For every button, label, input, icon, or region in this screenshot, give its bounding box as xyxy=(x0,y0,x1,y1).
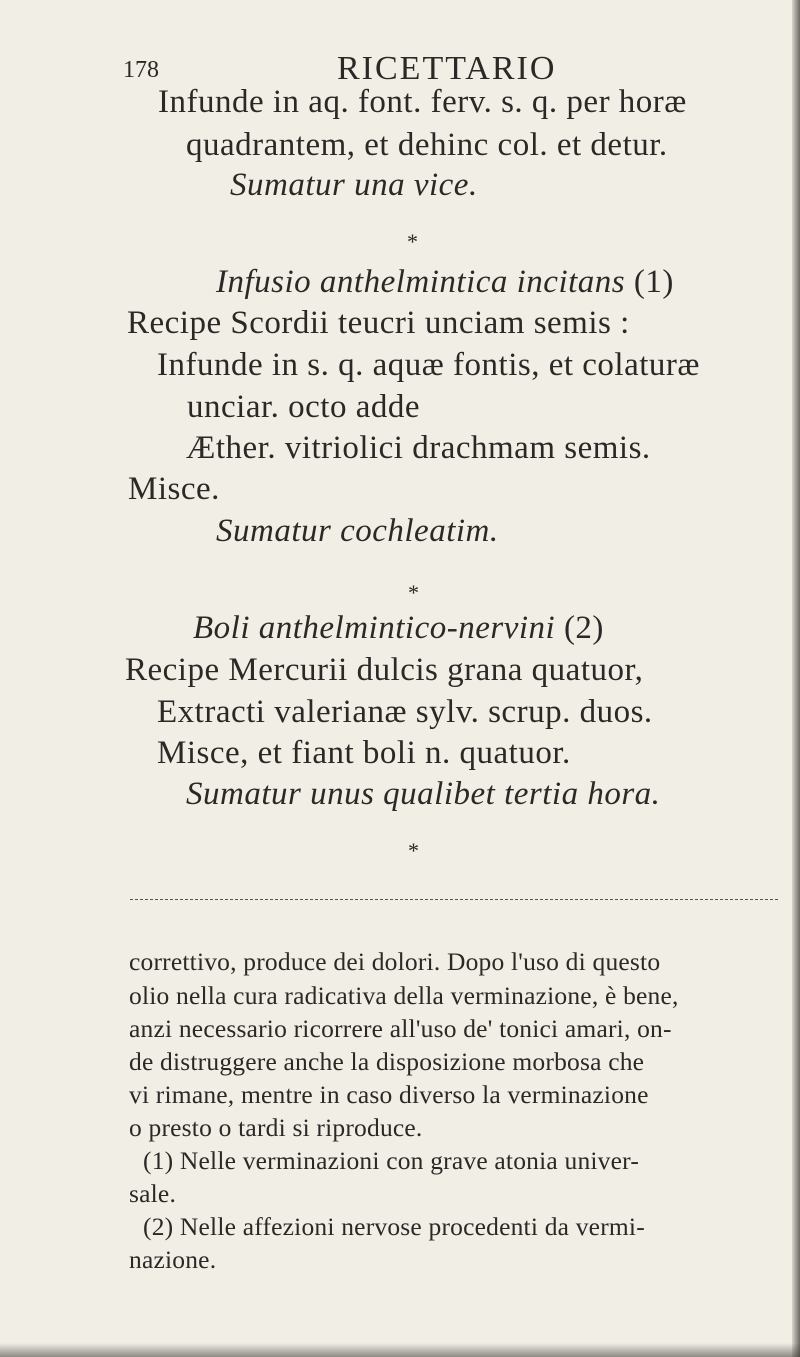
footnote-1-line-1: (1) Nelle verminazioni con grave atonia univer- xyxy=(143,1146,640,1175)
separator-asterisk-2: * xyxy=(408,580,419,605)
footnote-rule xyxy=(130,899,778,900)
page-bottom-shadow xyxy=(0,1343,800,1357)
recipe1-line-1: Infunde in aq. font. ferv. s. q. per horæ xyxy=(158,84,687,120)
recipe2-title: Infusio anthelmintica incitans xyxy=(216,264,626,300)
separator-asterisk-3: * xyxy=(408,838,419,863)
recipe3-line-2: Extracti valerianæ sylv. scrup. duos. xyxy=(157,694,653,730)
footnote-continuation-line-1: correttivo, produce dei dolori. Dopo l'uso di questo xyxy=(129,947,661,976)
running-title: RICETTARIO xyxy=(337,50,557,87)
page-number: 178 xyxy=(123,57,159,83)
separator-asterisk-1: * xyxy=(407,229,418,254)
recipe2-line-1: Recipe Scordii teucri unciam semis : xyxy=(127,305,630,341)
recipe3-title: Boli anthelmintico-nervini xyxy=(193,610,556,646)
footnote-continuation-line-5: vi rimane, mentre in caso diverso la verminazione xyxy=(129,1080,649,1109)
recipe2-dosage: Sumatur cochleatim. xyxy=(216,513,499,549)
recipe3-line-3: Misce, et fiant boli n. quatuor. xyxy=(157,735,571,771)
footnote-continuation-line-2: olio nella cura radicativa della verminazione, è bene, xyxy=(129,981,679,1010)
footnote-2-line-2: nazione. xyxy=(129,1245,217,1274)
footnote-continuation-line-3: anzi necessario ricorrere all'uso de' tonici amari, on- xyxy=(129,1014,672,1043)
recipe2-heading xyxy=(216,264,674,301)
recipe2-note-ref: (1) xyxy=(633,264,674,300)
recipe2-line-2: Infunde in s. q. aquæ fontis, et colaturæ xyxy=(157,347,700,383)
recipe3-dosage: Sumatur unus qualibet tertia hora. xyxy=(186,776,661,812)
footnote-1-line-2: sale. xyxy=(129,1179,177,1208)
recipe2-line-4: Æther. vitriolici drachmam semis. xyxy=(186,430,651,466)
recipe2-line-5: Misce. xyxy=(128,471,220,507)
footnote-continuation-line-6: o presto o tardi si riproduce. xyxy=(129,1113,423,1142)
recipe1-line-2: quadrantem, et dehinc col. et detur. xyxy=(186,127,668,163)
page-right-edge xyxy=(792,0,800,1357)
footnote-continuation-line-4: de distruggere anche la disposizione morbosa che xyxy=(129,1047,645,1076)
recipe2-line-3: unciar. octo adde xyxy=(187,389,420,425)
recipe3-heading xyxy=(193,610,604,647)
recipe3-line-1: Recipe Mercurii dulcis grana quatuor, xyxy=(125,652,644,688)
recipe1-dosage: Sumatur una vice. xyxy=(230,167,478,203)
recipe3-note-ref: (2) xyxy=(563,610,604,646)
footnote-2-line-1: (2) Nelle affezioni nervose procedenti da vermi- xyxy=(143,1212,645,1241)
